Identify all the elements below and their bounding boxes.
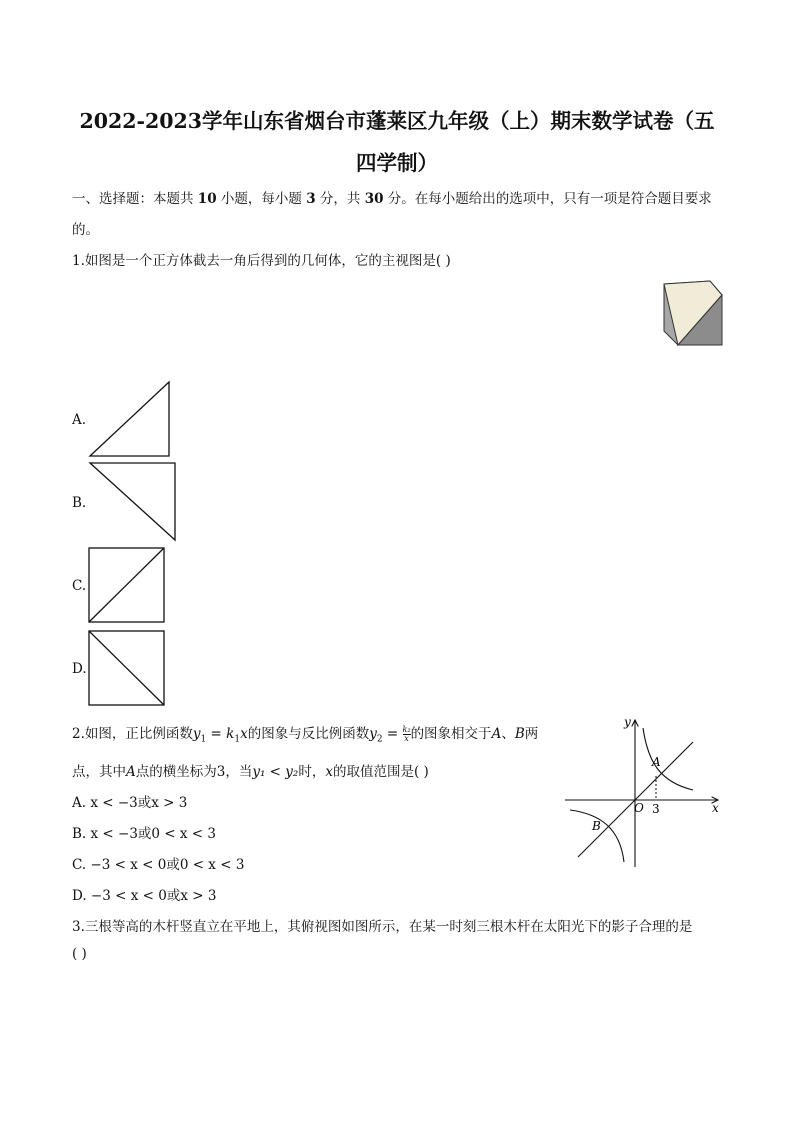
q1-option-b-label[interactable]: B. (72, 495, 87, 511)
q1-option-a-figure (89, 381, 171, 458)
section-heading: 一、选择题：本题共 10 小题，每小题 3 分，共 30 分。在每小题给出的选项中，只有一项是符合题目要求 (72, 191, 712, 207)
q1-cube-figure (660, 279, 724, 347)
page-title-line2: 四学制） (356, 151, 438, 175)
question-2-text-line2: 点，其中A点的横坐标为3，当y₁ < y₂时，x的取值范围是( ) (72, 764, 429, 780)
graph-point-b: B (592, 819, 601, 833)
q1-option-d-figure (88, 630, 166, 706)
question-3-text-line1: 3.三根等高的木杆竖直立在平地上，其俯视图如图所示，在某一时刻三根木杆在太阳光下的影子合理的是 (72, 919, 693, 935)
graph-y-label: y (624, 715, 631, 729)
q2-option-d[interactable]: D. −3 < x < 0或x > 3 (72, 888, 217, 904)
q1-option-b-figure (89, 462, 177, 542)
q1-option-c-label[interactable]: C. (72, 578, 87, 594)
graph-origin-label: O (634, 801, 644, 815)
q2-option-c[interactable]: C. −3 < x < 0或0 < x < 3 (72, 857, 245, 873)
q1-option-c-figure (88, 547, 166, 623)
section-heading-cont: 的。 (72, 222, 99, 238)
graph-x-label: x (712, 801, 719, 815)
question-2-text-line1: 2.如图，正比例函数$y_1 = k_1x$的图象与反比例函数$y_2$ = $\frac{\text{k₂}}{x}$ 的图象相交于A、B两 (72, 725, 539, 745)
q2-function-graph (560, 712, 730, 872)
page-title-line1: 2022-2023学年山东省烟台市蓬莱区九年级（上）期末数学试卷（五 (79, 109, 715, 133)
q1-option-d-label[interactable]: D. (72, 661, 87, 677)
graph-tick-3: 3 (652, 802, 660, 816)
graph-point-a: A (652, 755, 661, 769)
q2-option-b[interactable]: B. x < −3或0 < x < 3 (72, 826, 216, 842)
q1-option-a-label[interactable]: A. (72, 412, 87, 428)
question-3-text-line2: ( ) (72, 946, 87, 962)
fraction-k2-over-x: $\frac{\text{k₂}}{x}$ (402, 725, 411, 743)
q2-option-a[interactable]: A. x < −3或x > 3 (72, 795, 188, 811)
question-1-text: 1.如图是一个正方体截去一角后得到的几何体，它的主视图是( ) (72, 253, 451, 269)
